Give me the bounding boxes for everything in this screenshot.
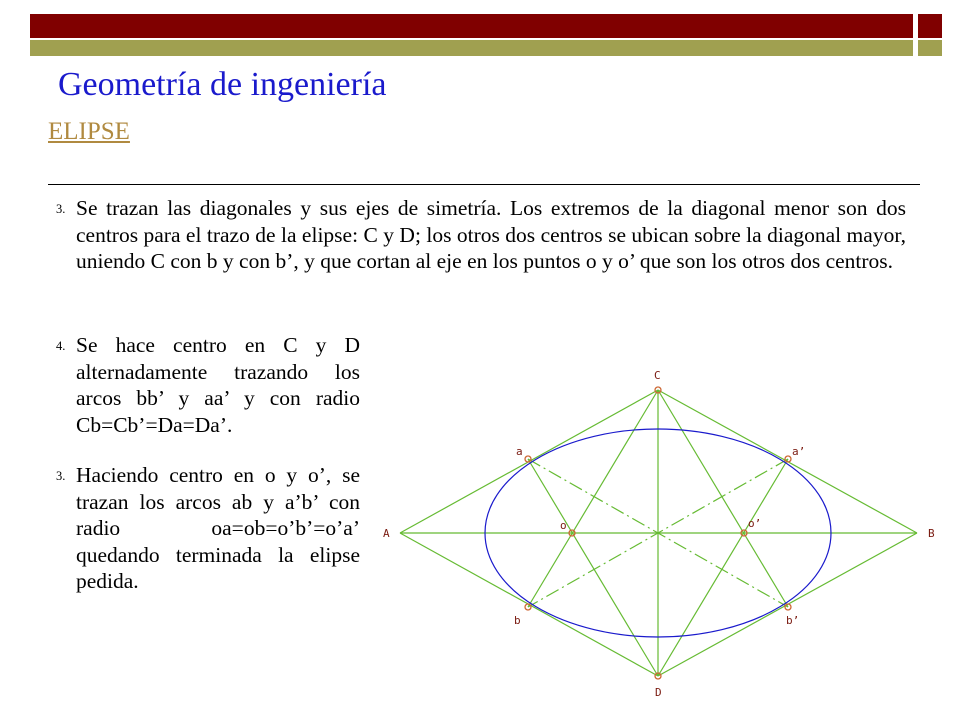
paragraph-step-4 (56, 332, 360, 438)
label-d: D (655, 686, 662, 699)
ellipse-construction-diagram (375, 360, 955, 720)
label-o: o (560, 519, 567, 532)
paragraph-step-5 (56, 462, 360, 595)
label-b-prime: b’ (786, 614, 800, 627)
paragraph-number: 3. (56, 469, 66, 483)
paragraph-text: Se hace centro en C y D alternadamente trazando los arcos bb’ y aa’ y con radio Cb=Cb’=Da=Da’. (76, 333, 360, 437)
paragraph-text: Se trazan las diagonales y sus ejes de simetría. Los extremos de la diagonal menor son dos centros para el trazo de la elipse: C y D; los otros dos centros se ubican sobre la diagonal mayor, uniendo C con b y con b’, y que cortan al eje en los puntos o y o’ que son los otros dos centros. (76, 196, 906, 273)
title-bar-top (30, 14, 913, 38)
label-a: a (516, 445, 523, 458)
paragraph-step-3 (56, 195, 906, 275)
label-b-upper: B (928, 527, 935, 540)
divider-line (48, 184, 920, 185)
paragraph-text: Haciendo centro en o y o’, se trazan los arcos ab y a’b’ con radio oa=ob=o’b’=o’a’ quedando terminada la elipse pedida. (76, 463, 360, 593)
paragraph-number: 4. (56, 339, 66, 353)
label-a-upper: A (383, 527, 390, 540)
label-b: b (514, 614, 521, 627)
line-c-to-b-prime (658, 390, 788, 607)
slide-subtitle-link[interactable]: ELIPSE (48, 118, 130, 145)
line-c-to-b (528, 390, 658, 607)
title-bar-stripe (30, 40, 913, 56)
label-a-prime: a’ (792, 445, 806, 458)
corner-block-top (918, 14, 942, 38)
label-c: C (654, 369, 661, 382)
slide-title: Geometría de ingeniería (58, 66, 387, 103)
corner-block-bottom (918, 40, 942, 56)
label-o-prime: o’ (748, 517, 762, 530)
line-d-to-a (528, 459, 658, 676)
paragraph-number: 3. (56, 202, 66, 216)
line-d-to-a-prime (658, 459, 788, 676)
construction-lines (400, 390, 917, 676)
